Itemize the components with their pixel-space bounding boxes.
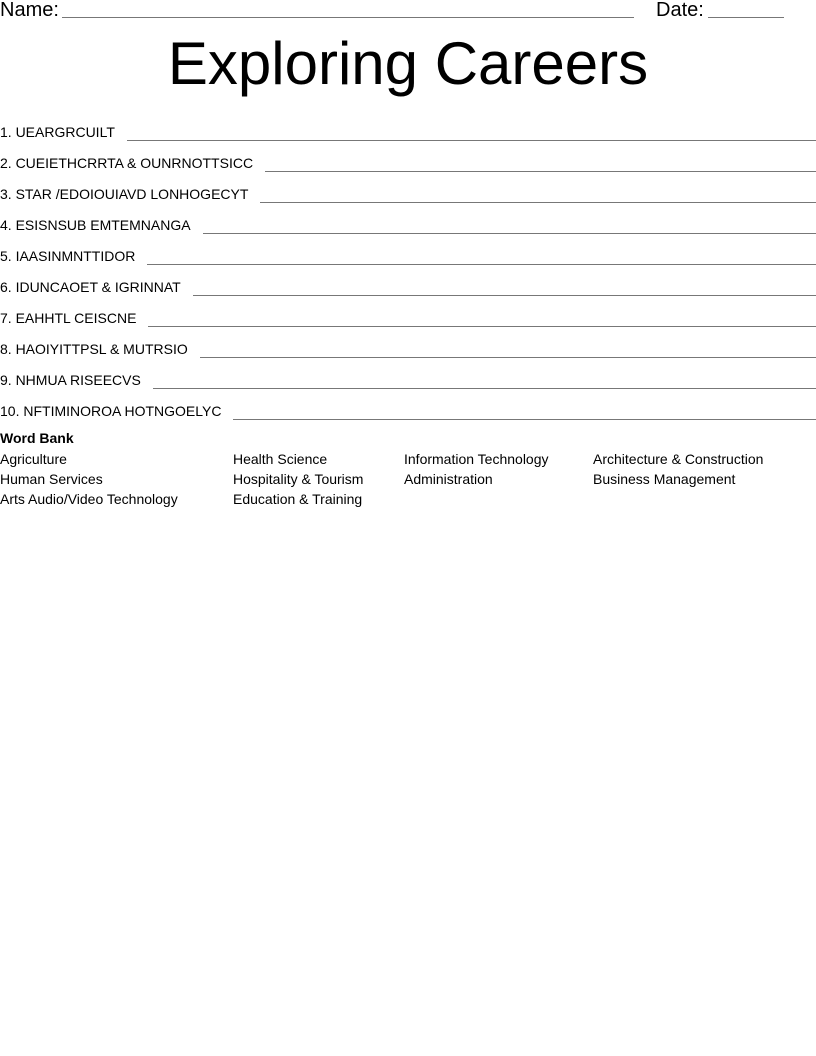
question-text: 6. IDUNCAOET & IGRINNAT [0, 279, 181, 295]
word-bank-item: Architecture & Construction [593, 451, 764, 467]
answer-line[interactable] [193, 295, 816, 296]
question-row [0, 143, 816, 174]
question-row [0, 205, 816, 236]
answer-line[interactable] [265, 171, 816, 172]
word-bank-column [404, 449, 549, 489]
word-bank-grid [0, 449, 816, 513]
name-label: Name: [0, 0, 59, 21]
word-bank-item: Education & Training [233, 491, 363, 507]
question-list [0, 112, 816, 422]
date-field[interactable] [708, 17, 784, 18]
word-bank-item: Hospitality & Tourism [233, 471, 364, 487]
question-text: 4. ESISNSUB EMTEMNANGA [0, 217, 191, 233]
question-row [0, 236, 816, 267]
question-text: 1. UEARGRCUILT [0, 124, 115, 140]
page-title: Exploring Careers [167, 30, 649, 97]
answer-line[interactable] [147, 264, 816, 265]
question-text: 3. STAR /EDOIOUIAVD LONHOGECYT [0, 186, 249, 202]
question-row [0, 391, 816, 422]
word-bank-column [593, 449, 763, 489]
question-text: 5. IAASINMNTTIDOR [0, 248, 136, 264]
question-text: 2. CUEIETHCRRTA & OUNRNOTTSICC [0, 155, 254, 171]
answer-line[interactable] [233, 419, 816, 420]
date-label: Date: [656, 0, 704, 21]
answer-line[interactable] [200, 357, 816, 358]
header-row [0, 0, 816, 24]
question-row [0, 267, 816, 298]
word-bank-item: Arts Audio/Video Technology [0, 491, 178, 507]
word-bank-item: Information Technology [404, 451, 549, 467]
word-bank-column [0, 449, 178, 509]
question-row [0, 298, 816, 329]
answer-line[interactable] [153, 388, 816, 389]
word-bank-column [233, 449, 363, 509]
word-bank-item: Health Science [233, 451, 328, 467]
answer-line[interactable] [203, 233, 816, 234]
question-text: 7. EAHHTL CEISCNE [0, 310, 137, 326]
question-row [0, 329, 816, 360]
question-row [0, 174, 816, 205]
answer-line[interactable] [127, 140, 816, 141]
word-bank-item: Agriculture [0, 451, 67, 467]
word-bank-item: Business Management [593, 471, 736, 487]
question-text: 10. NFTIMINOROA HOTNGOELYC [0, 403, 222, 419]
question-text: 8. HAOIYITTPSL & MUTRSIO [0, 341, 188, 357]
question-row [0, 112, 816, 143]
word-bank-title: Word Bank [0, 430, 74, 446]
answer-line[interactable] [260, 202, 816, 203]
name-field[interactable] [62, 17, 634, 18]
word-bank-item: Human Services [0, 471, 103, 487]
question-row [0, 360, 816, 391]
word-bank-item: Administration [404, 471, 493, 487]
question-text: 9. NHMUA RISEECVS [0, 372, 141, 388]
word-bank [0, 429, 816, 513]
answer-line[interactable] [148, 326, 816, 327]
